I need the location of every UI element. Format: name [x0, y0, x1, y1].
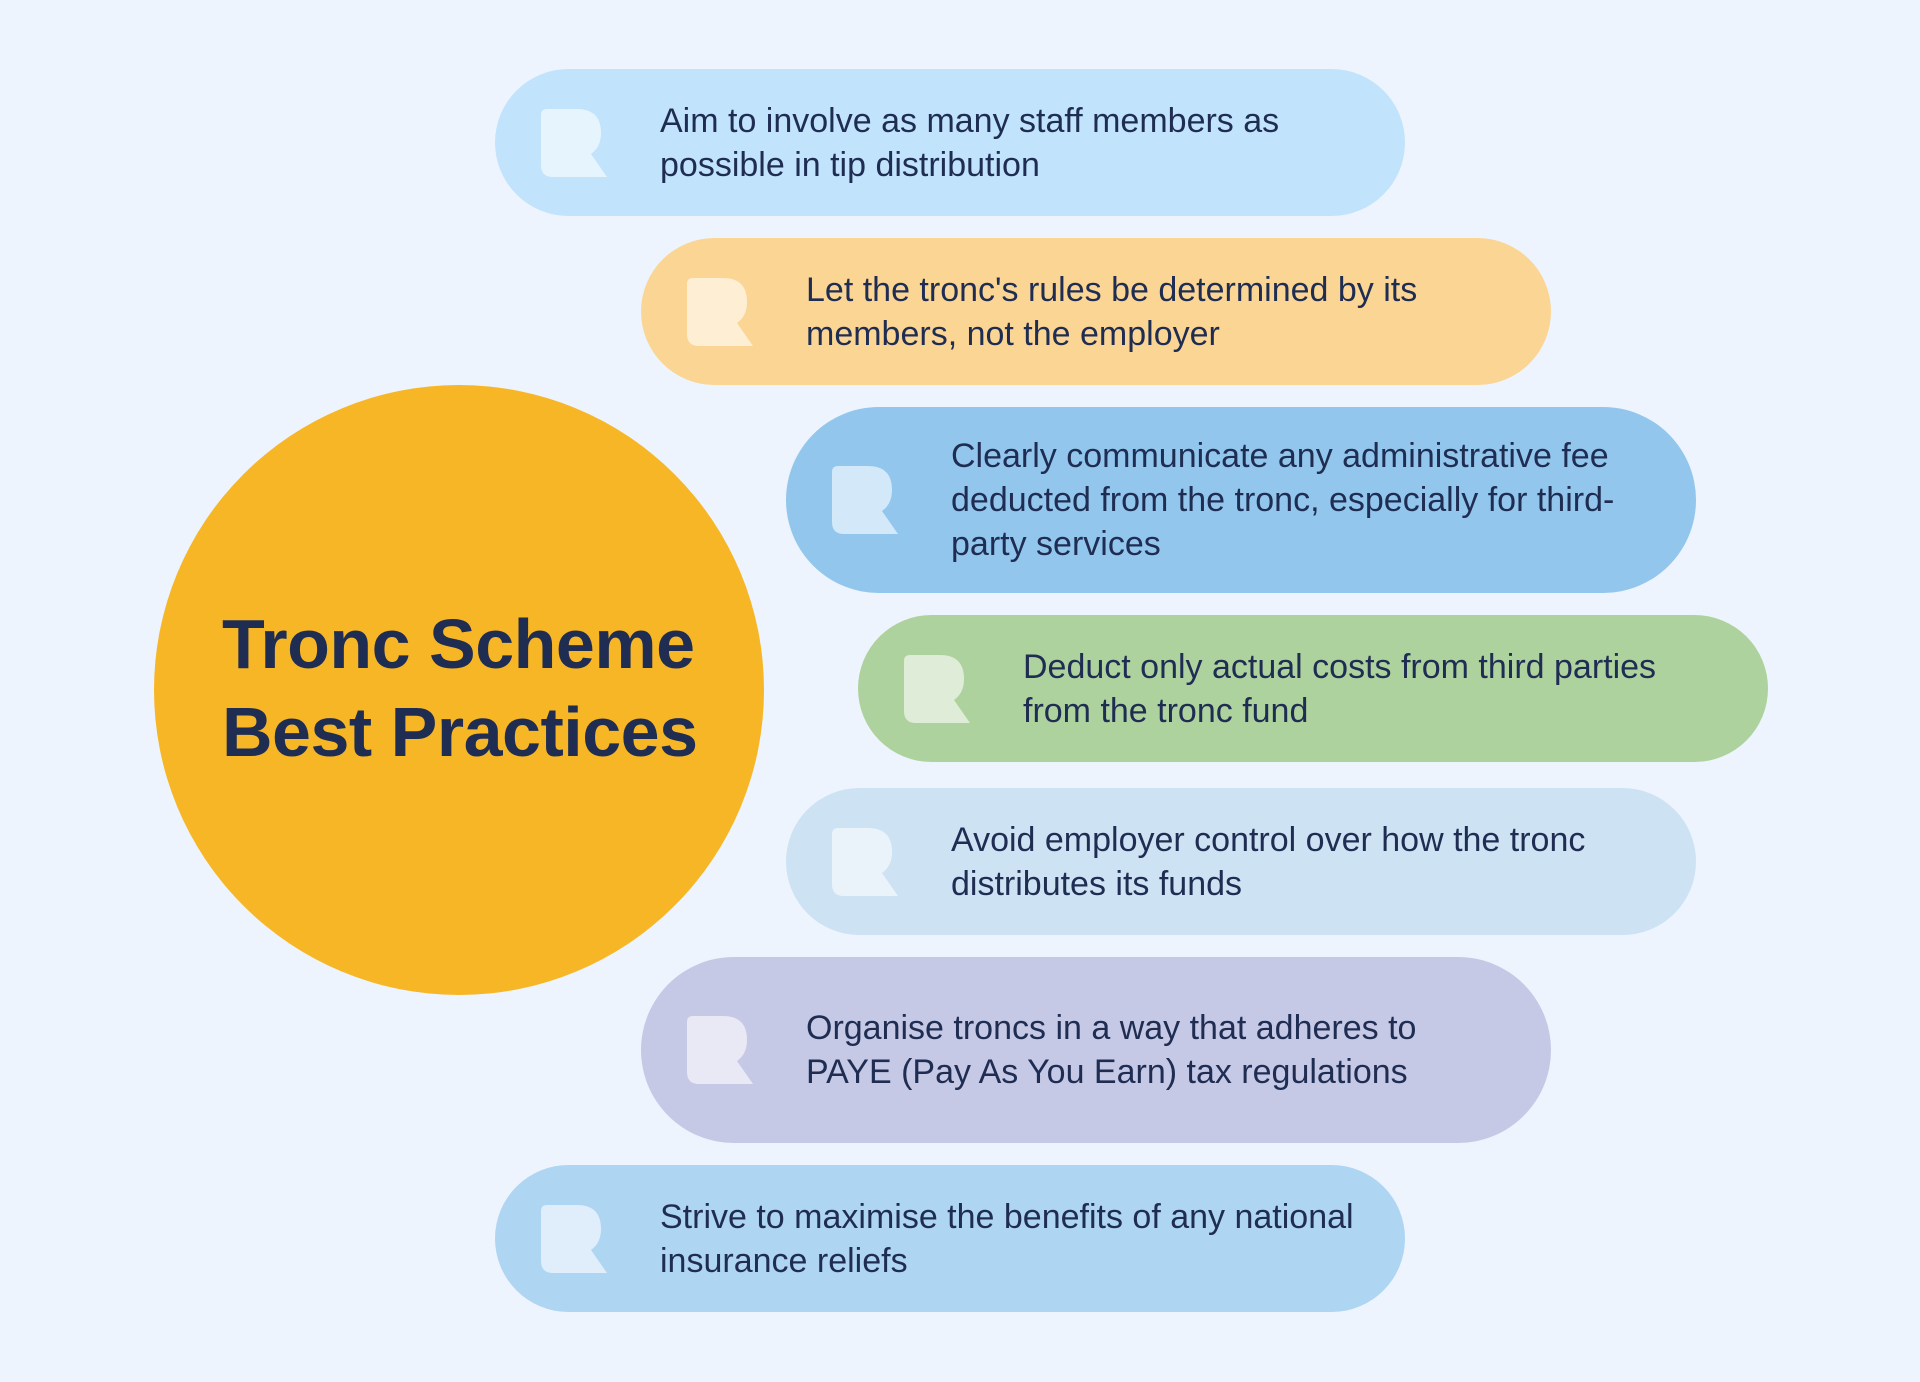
practice-item-1	[495, 69, 1405, 216]
practice-item-4	[858, 615, 1768, 762]
practice-text: Organise troncs in a way that adheres to PAYE (Pay As You Earn) tax regulations	[806, 1009, 1417, 1091]
brand-r-logo-icon	[832, 828, 898, 896]
practice-text: Avoid employer control over how the tronc distributes its funds	[951, 820, 1586, 903]
practice-text: Let the tronc's rules be determined by its members, not the employer	[806, 270, 1418, 353]
brand-r-logo-icon	[832, 466, 898, 534]
practice-item-2	[641, 238, 1551, 385]
practice-text: Deduct only actual costs from third parties from the tronc fund	[1023, 647, 1657, 730]
brand-r-logo-icon	[904, 655, 970, 723]
brand-r-logo-icon	[541, 109, 607, 177]
practice-item-7	[495, 1165, 1405, 1312]
diagram-title	[222, 600, 742, 776]
title-line-1: Tronc Scheme	[222, 605, 695, 683]
practice-text: Clearly communicate any administrative fee deducted from the tronc, especially for third-party services	[951, 437, 1615, 563]
title-line-2: Best Practices	[222, 693, 698, 771]
brand-r-logo-icon	[687, 1016, 753, 1084]
practice-text: Strive to maximise the benefits of any national insurance reliefs	[660, 1197, 1354, 1280]
practice-item-6	[641, 957, 1551, 1143]
brand-r-logo-icon	[541, 1205, 607, 1273]
practice-text: Aim to involve as many staff members as possible in tip distribution	[660, 101, 1280, 184]
practice-item-3	[786, 407, 1696, 593]
brand-r-logo-icon	[687, 278, 753, 346]
practice-item-5	[786, 788, 1696, 935]
